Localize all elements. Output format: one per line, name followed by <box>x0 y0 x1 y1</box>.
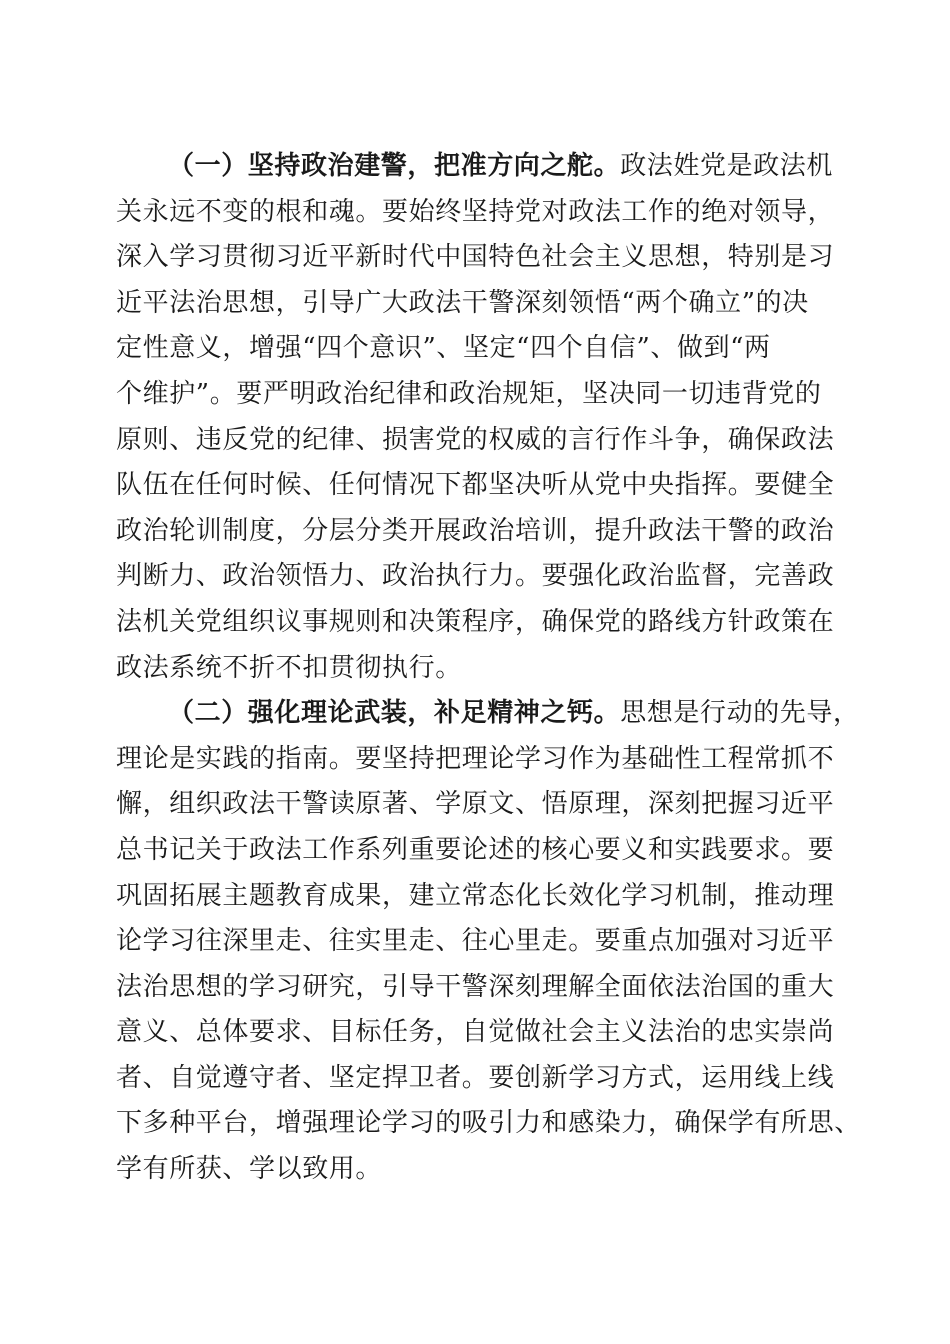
paragraph-section-1 <box>116 144 835 691</box>
paragraph-line: 总书记关于政法工作系列重要论述的核心要义和实践要求。要 <box>116 834 835 865</box>
paragraph-line: 法治思想的学习研究，引导干警深刻理解全面依法治国的重大 <box>116 971 835 1002</box>
paragraph-text: 思想是行动的先导， <box>620 698 860 729</box>
paragraph-line: 意义、总体要求、目标任务，自觉做社会主义法治的忠实崇尚 <box>116 1017 835 1048</box>
paragraph-line: 者、自觉遵守者、坚定捍卫者。要创新学习方式，运用线上线 <box>116 1062 835 1093</box>
paragraph-line: 定性意义，增强“四个意识”、坚定“四个自信”、做到“两 <box>116 333 771 364</box>
paragraph-line: 论学习往深里走、往实里走、往心里走。要重点加强对习近平 <box>116 926 835 957</box>
paragraph-line: 判断力、政治领悟力、政治执行力。要强化政治监督，完善政 <box>116 561 835 592</box>
paragraph-line: 政治轮训制度，分层分类开展政治培训，提升政法干警的政治 <box>116 515 835 546</box>
paragraph-line: 下多种平台，增强理论学习的吸引力和感染力，确保学有所思、 <box>116 1108 861 1139</box>
paragraph-line: 关永远不变的根和魂。要始终坚持党对政法工作的绝对领导， <box>116 196 835 227</box>
paragraph-line: 法机关党组织议事规则和决策程序，确保党的路线方针政策在 <box>116 606 835 637</box>
paragraph-line <box>116 691 860 737</box>
paragraph-line: 学有所获、学以致用。 <box>116 1154 383 1185</box>
paragraph-section-2 <box>116 691 861 1193</box>
paragraph-line: 原则、违反党的纪律、损害党的权威的言行作斗争，确保政法 <box>116 424 835 455</box>
paragraph-line: 政法系统不折不扣贯彻执行。 <box>116 652 462 683</box>
section-heading: （一）坚持政治建警，把准方向之舵。 <box>168 151 621 181</box>
paragraph-line <box>116 144 834 190</box>
paragraph-line: 懈，组织政法干警读原著、学原文、悟原理，深刻把握习近平 <box>116 789 835 820</box>
paragraph-line: 近平法治思想，引导广大政法干警深刻领悟“两个确立”的决 <box>116 287 809 318</box>
paragraph-line: 深入学习贯彻习近平新时代中国特色社会主义思想，特别是习 <box>116 242 835 273</box>
section-heading: （二）强化理论武装，补足精神之钙。 <box>168 698 621 729</box>
paragraph-line: 个维护”。要严明政治纪律和政治规矩，坚决同一切违背党的 <box>116 378 822 409</box>
document-body <box>116 144 861 1193</box>
paragraph-line: 理论是实践的指南。要坚持把理论学习作为基础性工程常抓不 <box>116 743 835 774</box>
paragraph-text: 政法姓党是政法机 <box>620 151 834 181</box>
paragraph-line: 巩固拓展主题教育成果，建立常态化长效化学习机制，推动理 <box>116 880 835 911</box>
paragraph-line: 队伍在任何时候、任何情况下都坚决听从党中央指挥。要健全 <box>116 470 835 501</box>
